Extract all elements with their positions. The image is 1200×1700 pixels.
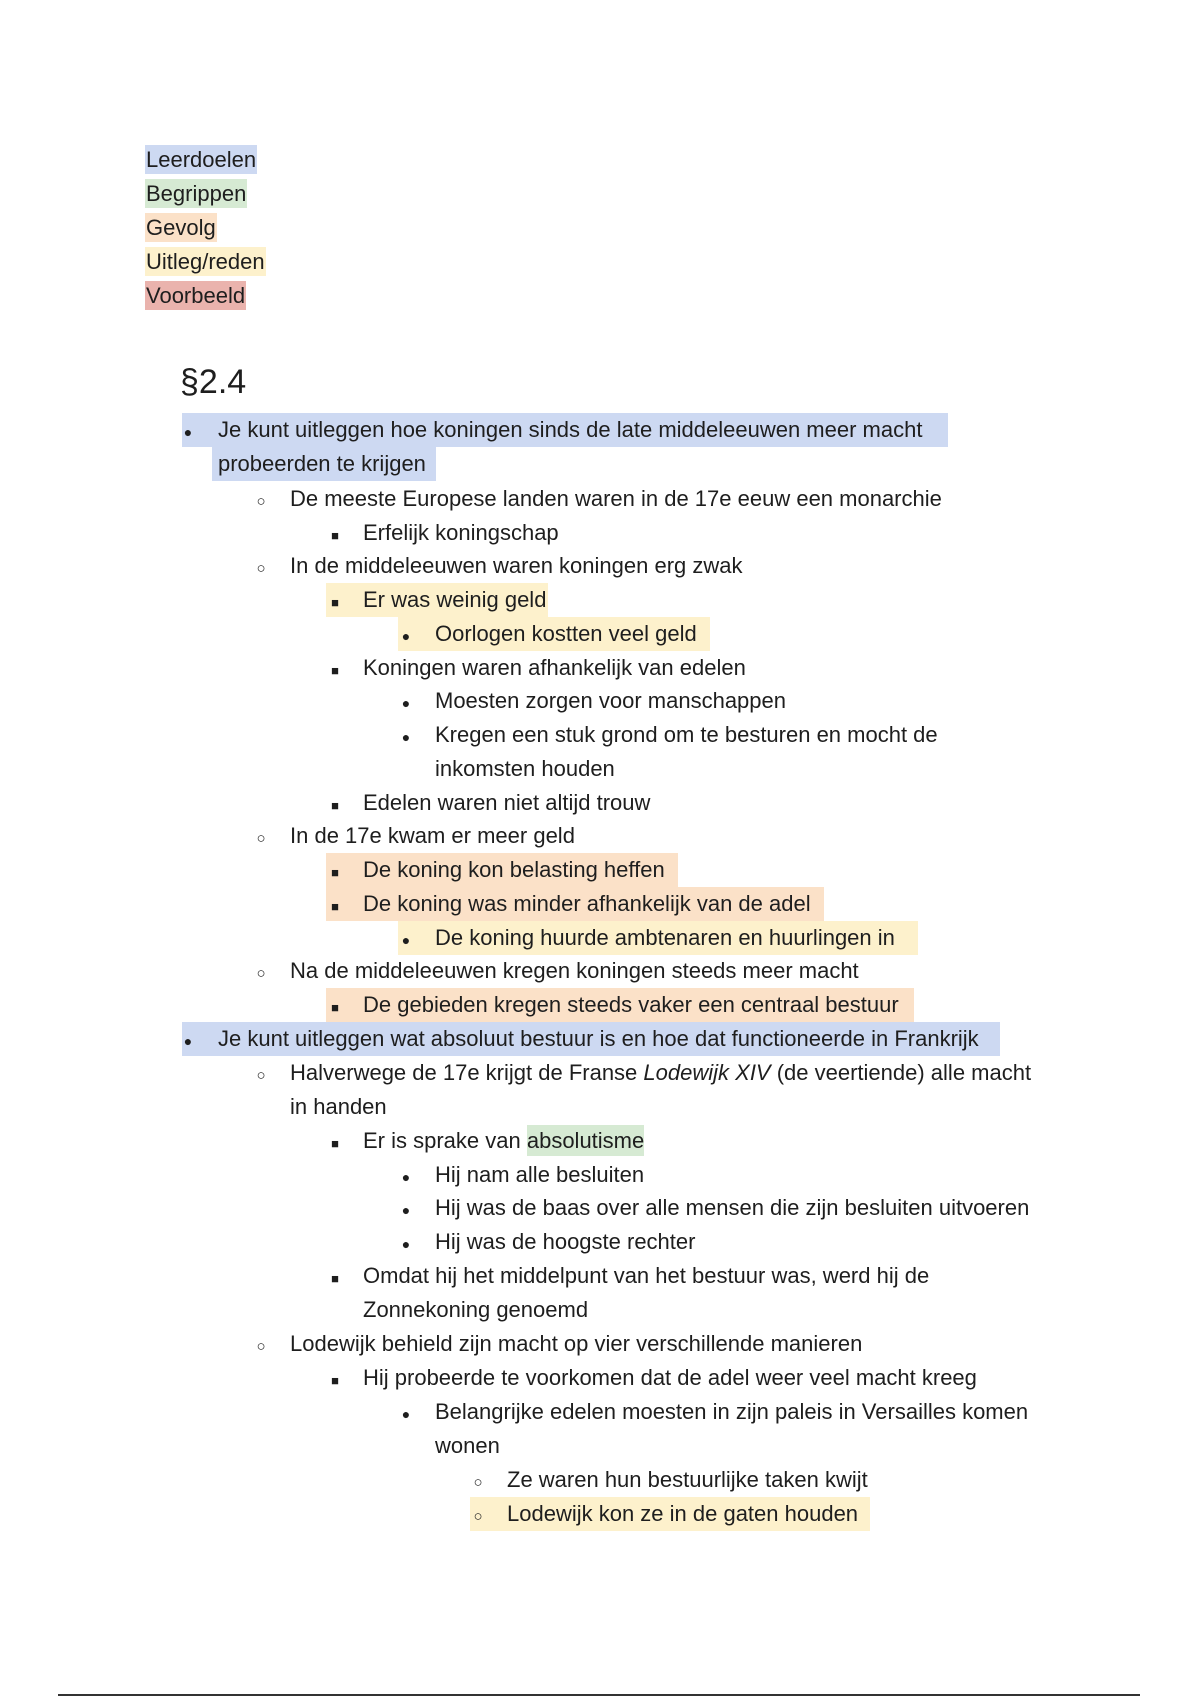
circle-bullet-icon [251, 1327, 271, 1364]
list-item-text: De meeste Europese landen waren in de 17e eeuw een monarchie [290, 486, 942, 511]
list-item-text: De koning was minder afhankelijk van de adel [363, 891, 811, 916]
list-item-text: Lodewijk behield zijn macht op vier verschillende manieren [290, 1331, 863, 1356]
list-item-text: in handen [290, 1094, 387, 1119]
list-item-text: In de 17e kwam er meer geld [290, 823, 575, 848]
list-item-text: Hij probeerde te voorkomen dat de adel weer veel macht kreeg [363, 1365, 977, 1390]
legend-item-begrippen: Begrippen [146, 181, 247, 206]
list-item-text: probeerden te krijgen [218, 451, 426, 476]
list-item-text: Omdat hij het middelpunt van het bestuur was, werd hij de [363, 1263, 930, 1288]
list-item-text: wonen [435, 1433, 500, 1458]
disc-bullet-icon [396, 1158, 416, 1194]
disc-bullet-icon [396, 1225, 416, 1261]
disc-bullet-icon [396, 718, 416, 754]
list-item-text: Halverwege de 17e krijgt de Franse Lodewijk XIV (de veertiende) alle macht [290, 1060, 1032, 1085]
circle-bullet-icon [251, 549, 271, 586]
term-highlight: absolutisme [527, 1125, 644, 1156]
list-item-text: Erfelijk koningschap [363, 520, 559, 545]
disc-bullet-icon [178, 1022, 198, 1058]
list-item-text: Je kunt uitleggen wat absoluut bestuur is en hoe dat functioneerde in Frankrijk [218, 1026, 979, 1051]
list-item-text: inkomsten houden [435, 756, 615, 781]
square-bullet-icon [325, 651, 345, 688]
circle-bullet-icon [251, 482, 271, 519]
list-item-text: Na de middeleeuwen kregen koningen steeds meer macht [290, 958, 859, 983]
list-item-text: Hij nam alle besluiten [435, 1162, 645, 1187]
list-item-text: De koning kon belasting heffen [363, 857, 665, 882]
square-bullet-icon [325, 1361, 345, 1398]
square-bullet-icon [325, 853, 345, 890]
bottom-divider [58, 1694, 1140, 1696]
list-item-text: Er is sprake van absolutisme [363, 1124, 644, 1158]
legend-item-uitleg-reden: Uitleg/reden [146, 249, 265, 274]
list-item-text: De gebieden kregen steeds vaker een centraal bestuur [363, 992, 899, 1017]
list-item-text: Hij was de hoogste rechter [435, 1229, 696, 1254]
list-item-text: Ze waren hun bestuurlijke taken kwijt [507, 1467, 868, 1492]
list-item-text: Lodewijk kon ze in de gaten houden [507, 1501, 859, 1526]
legend-item-gevolg: Gevolg [146, 215, 216, 240]
circle-bullet-icon [468, 1463, 488, 1500]
square-bullet-icon [325, 583, 345, 620]
circle-bullet-icon [251, 954, 271, 991]
disc-bullet-icon [396, 1395, 416, 1431]
list-item-text: Zonnekoning genoemd [363, 1297, 589, 1322]
list-item-text: Moesten zorgen voor manschappen [435, 688, 786, 713]
square-bullet-icon [325, 887, 345, 924]
list-item-text: Hij was de baas over alle mensen die zijn besluiten uitvoeren [435, 1195, 1030, 1220]
list-item-text: In de middeleeuwen waren koningen erg zwak [290, 553, 743, 578]
list-item-text: Edelen waren niet altijd trouw [363, 790, 651, 815]
square-bullet-icon [325, 1124, 345, 1161]
square-bullet-icon [325, 988, 345, 1025]
legend-item-leerdoelen: Leerdoelen [146, 147, 257, 172]
circle-bullet-icon [251, 819, 271, 856]
square-bullet-icon [325, 1259, 345, 1296]
list-item-text: Je kunt uitleggen hoe koningen sinds de late middeleeuwen meer macht [218, 417, 923, 442]
circle-bullet-icon [468, 1497, 488, 1534]
list-item-text: Oorlogen kostten veel geld [435, 621, 697, 646]
legend-item-voorbeeld: Voorbeeld [146, 283, 246, 308]
section-heading: §2.4 [180, 363, 247, 401]
disc-bullet-icon [396, 617, 416, 653]
list-item-text: Koningen waren afhankelijk van edelen [363, 655, 746, 680]
list-item-text: Er was weinig geld [363, 587, 547, 612]
list-item-text: Belangrijke edelen moesten in zijn paleis in Versailles komen [435, 1399, 1029, 1424]
list-item-text: Kregen een stuk grond om te besturen en mocht de [435, 722, 938, 747]
circle-bullet-icon [251, 1056, 271, 1093]
square-bullet-icon [325, 516, 345, 553]
list-item-text: De koning huurde ambtenaren en huurlingen in [435, 925, 895, 950]
disc-bullet-icon [396, 684, 416, 720]
disc-bullet-icon [178, 413, 198, 449]
disc-bullet-icon [396, 921, 416, 957]
disc-bullet-icon [396, 1191, 416, 1227]
square-bullet-icon [325, 786, 345, 823]
